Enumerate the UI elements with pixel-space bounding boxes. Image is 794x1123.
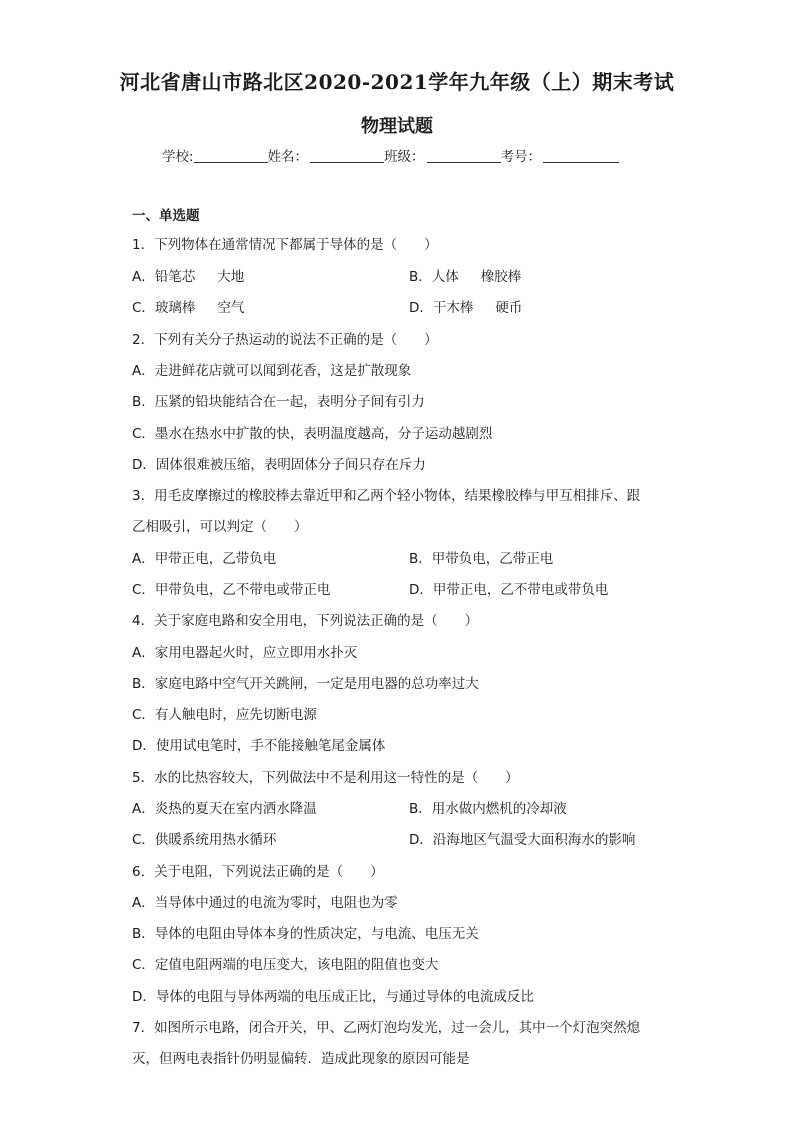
option-2a[interactable]: A．走进鲜花店就可以闻到花香，这是扩散现象 [132, 363, 412, 379]
option-4b[interactable]: B．家庭电路中空气开关跳闸，一定是用电器的总功率过大 [132, 676, 479, 692]
class-blank[interactable] [427, 148, 501, 163]
question-4-stem: 4．关于家庭电路和安全用电，下列说法正确的是（ ） [132, 613, 479, 629]
option-6c[interactable]: C．定值电阻两端的电压变大，该电阻的阻值也变大 [132, 957, 439, 973]
option-5b[interactable]: B．用水做内燃机的冷却液 [409, 801, 567, 817]
option-6b[interactable]: B．导体的电阻由导体本身的性质决定，与电流、电压无关 [132, 926, 479, 942]
name-blank[interactable] [310, 148, 384, 163]
option-3d[interactable]: D．甲带正电，乙不带电或带负电 [409, 582, 609, 598]
option-3a[interactable]: A．甲带正电，乙带负电 [132, 551, 277, 567]
section-title: 一、单选题 [132, 208, 200, 224]
option-5c[interactable]: C．供暖系统用热水循环 [132, 832, 277, 848]
exam-no-blank[interactable] [543, 148, 619, 163]
option-1d[interactable]: D．干木棒 硬币 [409, 300, 523, 316]
option-4d[interactable]: D．使用试电笔时，手不能接触笔尾金属体 [132, 738, 386, 754]
option-5a[interactable]: A．炎热的夏天在室内洒水降温 [132, 801, 317, 817]
option-3b[interactable]: B．甲带负电，乙带正电 [409, 551, 554, 567]
option-6d[interactable]: D．导体的电阻与导体两端的电压成正比，与通过导体的电流成反比 [132, 989, 534, 1005]
option-1b[interactable]: B．人体 橡胶棒 [409, 269, 522, 285]
option-5d[interactable]: D．沿海地区气温受大面积海水的影响 [409, 832, 636, 848]
option-1a[interactable]: A．铅笔芯 大地 [132, 269, 245, 285]
option-2c[interactable]: C．墨水在热水中扩散的快，表明温度越高，分子运动越剧烈 [132, 426, 493, 442]
exam-title: 河北省唐山市路北区2020-2021学年九年级（上）期末考试 [119, 70, 675, 94]
option-2b[interactable]: B．压紧的铅块能结合在一起，表明分子间有引力 [132, 394, 425, 410]
option-4a[interactable]: A．家用电器起火时，应立即用水扑灭 [132, 645, 358, 661]
question-7-stem-line2: 灭，但两电表指针仍明显偏转．造成此现象的原因可能是 [132, 1051, 470, 1067]
question-1-options-row2 [132, 296, 672, 316]
school-label: 学校: [162, 149, 194, 165]
student-info-line [162, 145, 619, 165]
question-3-stem-line2: 乙相吸引，可以判定（ ） [132, 519, 308, 535]
option-6a[interactable]: A．当导体中通过的电流为零时，电阻也为零 [132, 895, 398, 911]
question-6-stem: 6．关于电阻，下列说法正确的是（ ） [132, 864, 384, 880]
exam-no-label: 考号： [500, 149, 542, 165]
question-1-stem: 1．下列物体在通常情况下都属于导体的是（ ） [132, 237, 438, 253]
question-1-options-row1 [132, 265, 672, 285]
option-2d[interactable]: D．固体很难被压缩，表明固体分子间只存在斥力 [132, 457, 426, 473]
name-label: 姓名： [267, 149, 309, 165]
class-label: 班级： [384, 149, 425, 165]
question-7-stem-line1: 7．如图所示电路，闭合开关，甲、乙两灯泡均发光，过一会儿，其中一个灯泡突然熄 [132, 1020, 641, 1036]
exam-subject: 物理试题 [361, 116, 433, 137]
question-3-stem-line1: 3．用毛皮摩擦过的橡胶棒去靠近甲和乙两个轻小物体，结果橡胶棒与甲互相排斥、跟 [132, 488, 641, 504]
option-4c[interactable]: C．有人触电时，应先切断电源 [132, 707, 317, 723]
question-2-stem: 2．下列有关分子热运动的说法不正确的是（ ） [132, 332, 438, 348]
school-blank[interactable] [194, 148, 268, 163]
option-1c[interactable]: C．玻璃棒 空气 [132, 300, 245, 316]
question-5-stem: 5．水的比热容较大，下列做法中不是利用这一特性的是（ ） [132, 770, 519, 786]
option-3c[interactable]: C．甲带负电，乙不带电或带正电 [132, 582, 331, 598]
